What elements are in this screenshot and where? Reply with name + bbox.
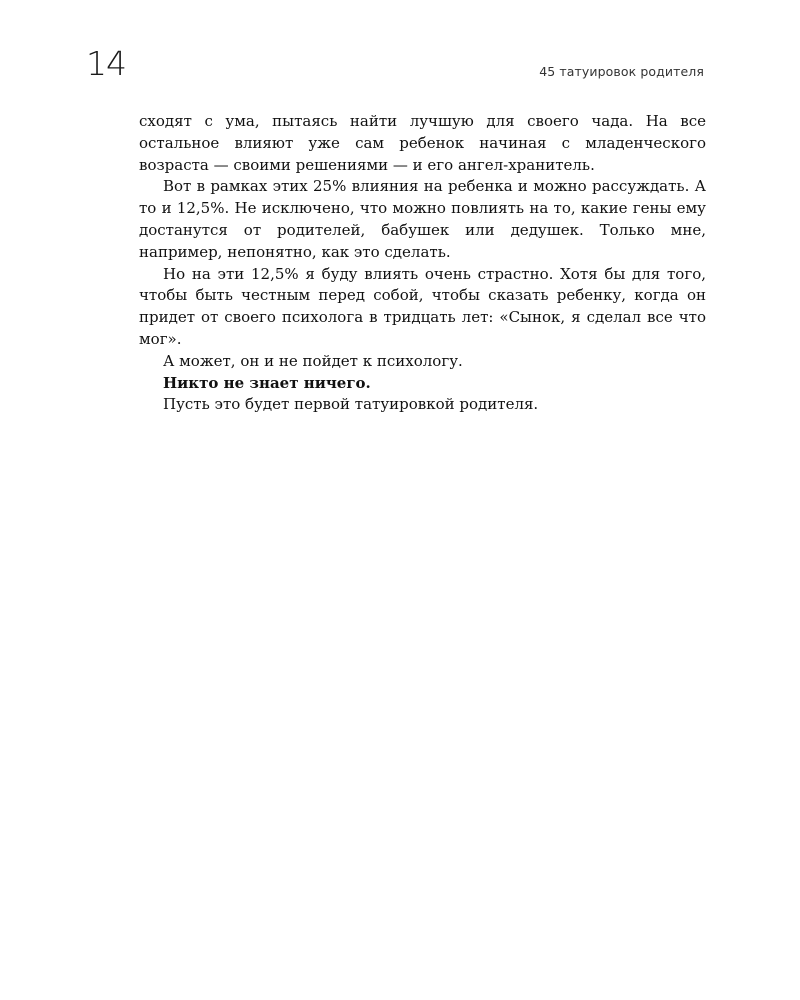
- body-text: [139, 111, 706, 416]
- paragraph-1: сходят с ума, пытаясь найти лучшую для своего чада. На все остальное влияют уже сам ребенок начиная с младенческого возраста — своими решениями — и его ангел-хранитель.: [139, 112, 706, 174]
- paragraph-6: Пусть это будет первой татуировкой родителя.: [163, 395, 539, 414]
- paragraph-2: Вот в рамках этих 25% влияния на ребенка и можно рассуждать. А то и 12,5%. Не исключено, что можно повлиять на то, какие гены ему достанутся от родителей, бабушек или дедушек. Только мне, например, непонятно, как это сделать.: [139, 177, 706, 261]
- paragraph-5-bold: Никто не знает ничего.: [163, 373, 371, 392]
- paragraph-4: А может, он и не пойдет к психологу.: [163, 351, 463, 370]
- page-number: 14: [86, 44, 126, 83]
- running-header-title: 45 татуировок родителя: [539, 64, 704, 79]
- paragraph-3: Но на эти 12,5% я буду влиять очень страстно. Хотя бы для того, чтобы быть честным перед собой, чтобы сказать ребенку, когда он придет от своего психолога в тридцать лет: «Сынок, я сделал все что мог».: [139, 264, 706, 348]
